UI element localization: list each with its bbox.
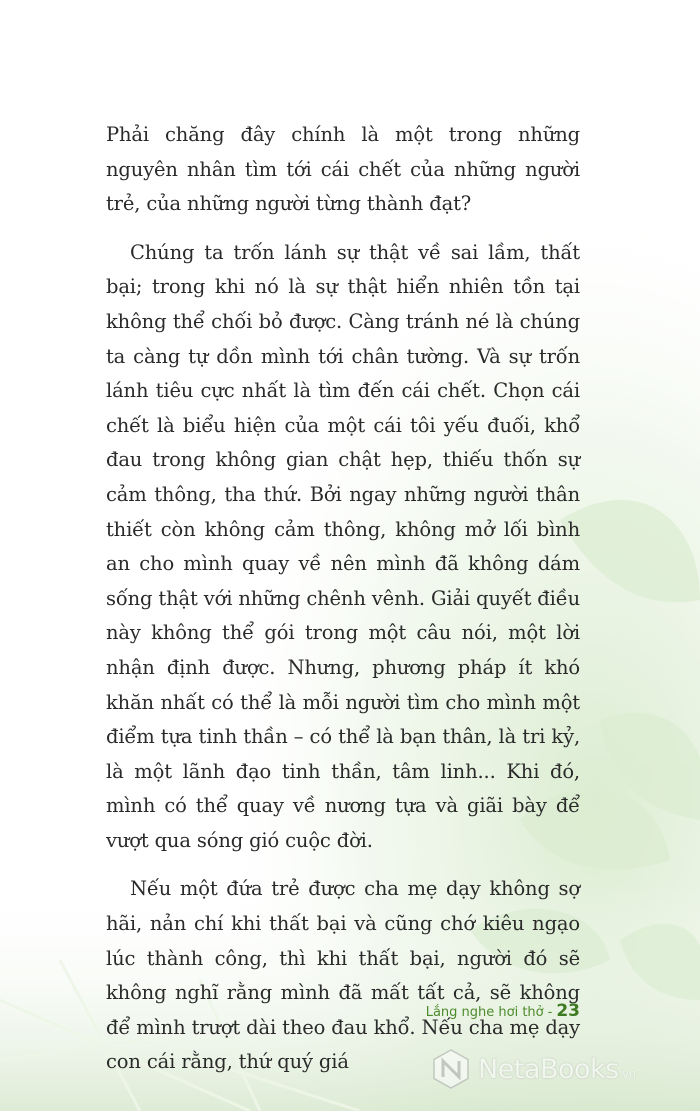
watermark [430,1048,636,1090]
paragraph-3: Nếu một đứa trẻ được cha mẹ dạy không sợ hãi, nản chí khi thất bại và cũng chớ kiêu ngạo lúc thành công, thì khi thất bại, người đó sẽ không nghĩ rằng mình đã mất tất cả, sẽ không để mình trượt dài theo đau khổ. Nếu cha mẹ dạy con cái rằng, thứ quý giá [106,877,580,1074]
page-footer [426,1001,580,1021]
body-text [106,118,580,1094]
paragraph-1: Phải chăng đây chính là một trong những nguyên nhân tìm tới cái chết của những người trẻ, của những người từng thành đạt? [106,123,580,216]
page-number: 23 [556,1001,580,1021]
footer-book-title: Lắng nghe hơi thở [425,1005,544,1020]
watermark-brand: NetaBooks [478,1053,619,1085]
watermark-text [478,1054,636,1085]
netabooks-logo-icon [430,1048,472,1090]
watermark-suffix: .vn [618,1066,636,1081]
paragraph-2: Chúng ta trốn lánh sự thật về sai lầm, thất bại; trong khi nó là sự thật hiển nhiên tồn tại không thể chối bỏ được. Càng tránh né là chúng ta càng tự dồn mình tới chân tường. Và sự trốn lánh tiêu cực nhất là tìm đến cái chết. Chọn cái chết là biểu hiện của một cái tôi yếu đuối, khổ đau trong không gian chật hẹp, thiếu thốn sự cảm thông, tha thứ. Bởi ngay những người thân thiết còn không cảm thông, không mở lối bình an cho mình quay về nên mình đã không dám sống thật với những chênh vênh. Giải quyết điều này không thể gói trong một câu nói, một lời nhận định được. Nhưng, phương pháp ít khó khăn nhất có thể là mỗi người tìm cho mình một điểm tựa tinh thần – có thể là bạn thân, là tri kỷ, là một lãnh đạo tinh thần, tâm linh... Khi đó, mình có thể quay về nương tựa và giãi bày để vượt qua sóng gió cuộc đời. [106,240,580,852]
footer-separator: - [547,1005,553,1020]
